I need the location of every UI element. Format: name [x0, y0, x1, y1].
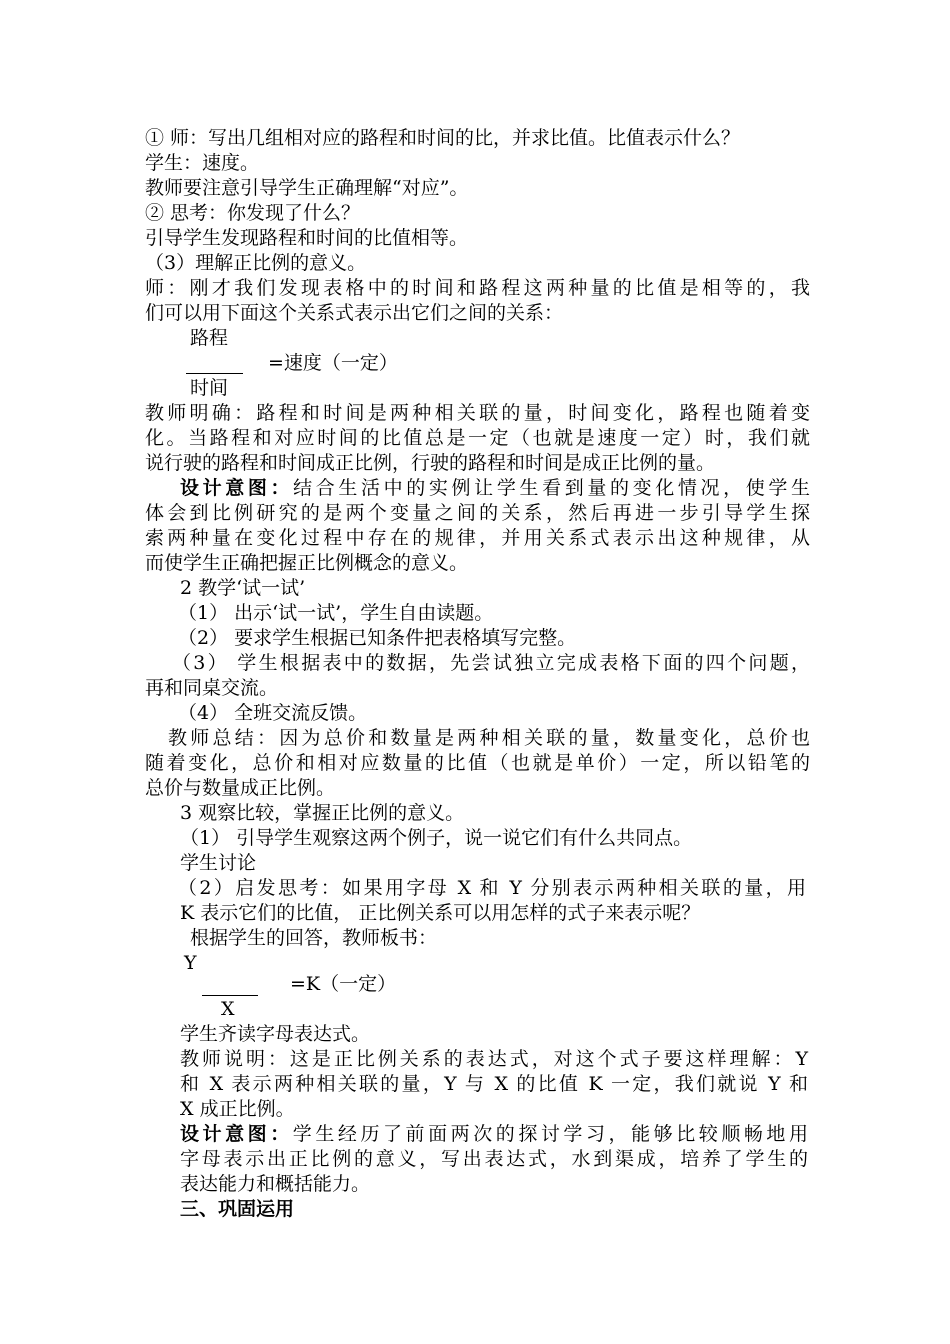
paragraph-line: 教师说明：这是正比例关系的表达式，对这个式子要这样理解：Y	[180, 1048, 808, 1070]
fraction-bar	[202, 995, 258, 996]
formula-denominator: X	[221, 998, 235, 1020]
paragraph-line: 说行驶的路程和时间成正比例，行驶的路程和时间是成正比例的量。	[145, 452, 716, 474]
paragraph-line: 根据学生的回答，教师板书：	[190, 927, 438, 949]
paragraph-line: 师：刚才我们发现表格中的时间和路程这两种量的比值是相等的，我	[145, 277, 810, 299]
section-heading: 三、巩固运用	[180, 1198, 295, 1220]
paragraph-line: 教师明确：路程和时间是两种相关联的量，时间变化，路程也随着变	[145, 402, 810, 424]
paragraph-line: 学生讨论	[180, 852, 257, 874]
paragraph-line: 教师总结：因为总价和数量是两种相关联的量，数量变化，总价也	[168, 727, 810, 749]
list-item: （2）启发思考：如果用字母 X 和 Y 分别表示两种相关联的量，用	[178, 877, 806, 899]
paragraph-line: ② 思考：你发现了什么？	[145, 202, 361, 224]
paragraph-line: 和 X 表示两种相关联的量，Y 与 X 的比值 K 一定，我们就说 Y 和	[180, 1073, 808, 1095]
formula-rhs: =K（一定）	[290, 973, 397, 995]
design-intent-line	[180, 1122, 808, 1147]
paragraph-line: 而使学生正确把握正比例概念的意义。	[145, 552, 469, 574]
design-intent-text: 学生经历了前面两次的探讨学习，能够比较顺畅地用	[292, 1123, 808, 1145]
paragraph-line: 字母表示出正比例的意义，写出表达式，水到渠成，培养了学生的	[180, 1148, 808, 1170]
design-intent-text: 结合生活中的实例让学生看到量的变化情况，使学生	[293, 477, 810, 499]
section-heading: 3 观察比较，掌握正比例的意义。	[180, 802, 465, 824]
design-intent-heading: 设计意图：	[180, 477, 294, 499]
design-intent-heading: 设计意图：	[180, 1123, 293, 1145]
formula-numerator: Y	[184, 952, 197, 974]
paragraph-line: 学生齐读字母表达式。	[180, 1023, 371, 1045]
paragraph-line: 们可以用下面这个关系式表示出它们之间的关系：	[145, 302, 564, 324]
formula-numerator: 路程	[190, 327, 229, 349]
list-item: （1） 出示‘试一试’，学生自由读题。	[178, 602, 494, 624]
paragraph-line: X 成正比例。	[180, 1098, 295, 1120]
fraction-bar	[186, 373, 243, 374]
paragraph-line: （3）理解正比例的意义。	[145, 252, 367, 274]
paragraph-line: 随着变化，总价和相对应数量的比值（也就是单价）一定，所以铅笔的	[145, 752, 810, 774]
list-item: （4） 全班交流反馈。	[178, 702, 368, 724]
paragraph-line: K 表示它们的比值， 正比例关系可以用怎样的式子来表示呢？	[180, 902, 701, 924]
paragraph-line: 体会到比例研究的是两个变量之间的关系，然后再进一步引导学生探	[145, 502, 810, 524]
paragraph-line: 再和同桌交流。	[145, 677, 279, 699]
paragraph-line: 化。当路程和对应时间的比值总是一定（也就是速度一定）时，我们就	[145, 427, 810, 449]
paragraph-line: 学生：速度。	[145, 152, 260, 174]
paragraph-line: 表达能力和概括能力。	[180, 1173, 371, 1195]
paragraph-line: 教师要注意引导学生正确理解“对应”。	[145, 177, 469, 199]
formula-denominator: 时间	[190, 377, 229, 399]
list-item: （1） 引导学生观察这两个例子，说一说它们有什么共同点。	[180, 827, 693, 849]
formula-rhs: =速度（一定）	[268, 352, 398, 374]
section-heading: 2 教学‘试一试’	[180, 577, 306, 599]
list-item: （3） 学生根据表中的数据，先尝试独立完成表格下面的四个问题，	[172, 652, 810, 674]
list-item: （2） 要求学生根据已知条件把表格填写完整。	[178, 627, 577, 649]
design-intent-line	[180, 476, 810, 501]
paragraph-line: 索两种量在变化过程中存在的规律，并用关系式表示出这种规律，从	[145, 527, 810, 549]
paragraph-line: 总价与数量成正比例。	[145, 777, 336, 799]
paragraph-line: 引导学生发现路程和时间的比值相等。	[145, 227, 469, 249]
paragraph-line: ① 师：写出几组相对应的路程和时间的比，并求比值。比值表示什么？	[145, 127, 741, 149]
